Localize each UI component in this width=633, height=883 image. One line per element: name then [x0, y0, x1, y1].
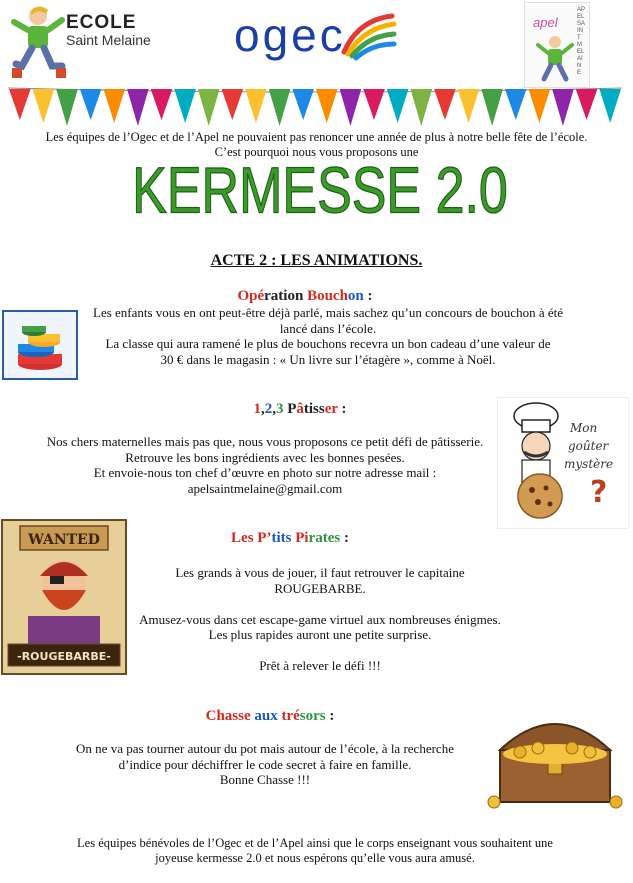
pirate-wanted-image: [2, 520, 126, 674]
bunting-flag: [363, 89, 385, 120]
title-part: P: [283, 401, 297, 417]
title-part: sors: [299, 708, 326, 724]
bunting-flag: [340, 89, 362, 126]
apel-child-icon: [535, 33, 575, 85]
question-mark-icon: ?: [590, 475, 608, 510]
bunting-flag: [103, 89, 125, 123]
running-child-icon: [8, 2, 68, 84]
body-line: Les grands à vous de jouer, il faut retrouver le capitaine: [175, 565, 465, 580]
section-petits-pirates-body: [120, 565, 520, 674]
bunting-flag: [222, 89, 244, 120]
title-part: ,: [272, 401, 276, 417]
body-line: ROUGEBARBE.: [274, 580, 366, 596]
body-spacer: [120, 596, 520, 612]
title-part: P’: [257, 530, 272, 546]
body-line: d’indice pour déchiffrer le code secret à faire en famille.: [118, 756, 412, 772]
title-part: Bouch: [307, 288, 348, 304]
outro-line: Les équipes bénévoles de l’Ogec et de l’Apel ainsi que le corps enseignant vous souhaitent une: [77, 836, 553, 850]
bunting-flag: [387, 89, 409, 123]
ecole-subtitle: Saint Melaine: [66, 32, 151, 48]
kermesse-title: [132, 150, 508, 238]
bunting-flags: [8, 86, 622, 132]
title-part: :: [325, 708, 335, 724]
body-line: Les enfants vous en ont peut-être déjà parlé, mais sachez qu’un concours de bouchon à été: [93, 305, 563, 320]
bunting-flag: [552, 89, 574, 126]
bunting-flag: [505, 89, 527, 120]
ogec-logo: [228, 8, 398, 68]
ecole-logo: [8, 2, 168, 84]
section-patissier-body: [20, 434, 510, 496]
body-line: Retrouve les bons ingrédients avec les bonnes pesées.: [125, 449, 405, 465]
title-part: Opé: [237, 288, 265, 304]
title-part: :: [340, 530, 349, 546]
intro-line-2: C’est pourquoi nous vous proposons une: [214, 145, 419, 159]
title-part: â: [296, 401, 304, 417]
title-part: tré: [281, 708, 300, 724]
chef-cookie-icon: [498, 398, 628, 528]
rougebarbe-label: -ROUGEBARBE-: [17, 650, 111, 663]
bunting-flag: [576, 89, 598, 120]
title-part: rates: [308, 530, 341, 546]
section-chasse-tresors-body: [30, 741, 500, 788]
bunting-flag: [316, 89, 338, 123]
bunting-flag: [292, 89, 314, 120]
treasure-chest-image: [480, 698, 630, 812]
treasure-chest-icon: [480, 698, 630, 812]
body-line: 30 € dans le magasin : « Un livre sur l’étagère », comme à Noël.: [160, 351, 496, 367]
intro-line-1: Les équipes de l’Ogec et de l’Apel ne pouvaient pas renoncer une année de plus à notre belle fête de l’école.: [45, 130, 588, 144]
bunting-flag: [80, 89, 102, 120]
section-petits-pirates-title: [180, 530, 400, 547]
bunting-flag: [599, 89, 621, 123]
apel-vertical-text: APEL SAINT MELAINE: [577, 7, 586, 76]
body-line: Nos chers maternelles mais pas que, nous vous proposons ce petit défi de pâtisserie.: [46, 434, 484, 449]
image-caption: mystère: [564, 457, 614, 471]
bunting-flag: [434, 89, 456, 120]
wanted-label: WANTED: [28, 532, 100, 548]
bunting-flag: [269, 89, 291, 126]
bunting-flag: [245, 89, 267, 123]
bunting-flag: [33, 89, 55, 123]
body-line: On ne va pas tourner autour du pot mais autour de l’école, à la recherche: [76, 741, 454, 756]
email-address[interactable]: apelsaintmelaine@gmail.com: [187, 480, 343, 496]
image-caption: Mon: [570, 421, 598, 435]
bunting-flag: [127, 89, 149, 126]
body-spacer: [120, 643, 520, 659]
bottle-caps-image: [2, 310, 78, 380]
apel-logo: [524, 2, 590, 88]
outro-message: [20, 836, 610, 866]
body-line: Les plus rapides auront une petite surprise.: [208, 627, 432, 642]
act-title: ACTE 2 : LES ANIMATIONS.: [210, 252, 423, 269]
bunting-flag: [410, 89, 432, 126]
body-line: Amusez-vous dans cet escape-game virtuel aux nombreuses énigmes.: [139, 611, 501, 627]
bunting-flag: [56, 89, 78, 126]
title-part: on: [347, 288, 364, 304]
bunting-flag: [198, 89, 220, 126]
body-line: Et envoie-nous ton chef d’œuvre en photo sur notre adresse mail :: [93, 465, 437, 480]
title-part: 2: [264, 401, 273, 417]
bunting-flag: [174, 89, 196, 123]
bunting-flag: [9, 89, 31, 120]
bottle-caps-icon: [4, 312, 76, 378]
bunting-flag: [481, 89, 503, 126]
body-line: Bonne Chasse !!!: [219, 772, 311, 787]
section-chasse-tresors-title: [150, 708, 390, 725]
bunting-flag: [458, 89, 480, 123]
chef-cookie-image: [497, 397, 629, 529]
ogec-logo-text: ogec: [234, 9, 346, 61]
ecole-title: ECOLE: [66, 12, 137, 33]
title-part: tiss: [303, 401, 325, 417]
apel-logo-text: apel: [533, 15, 558, 30]
title-part: :: [337, 401, 347, 417]
title-part: 3: [275, 401, 284, 417]
body-line: lancé dans l’école.: [279, 320, 377, 336]
section-operation-bouchon-title: [225, 288, 385, 305]
title-part: Les: [231, 530, 258, 546]
ogec-swoosh-icon: [338, 12, 398, 58]
title-part: 1: [253, 401, 261, 417]
body-line: Prêt à relever le défi !!!: [259, 658, 381, 673]
pirate-wanted-icon: [2, 520, 126, 674]
outro-line: joyeuse kermesse 2.0 et nous espérons qu’elle vous aura amusé.: [155, 851, 475, 865]
title-part: Pi: [295, 530, 309, 546]
bunting-flag: [529, 89, 551, 123]
body-line: La classe qui aura ramené le plus de bouchons recevra un bon cadeau d’une valeur de: [105, 336, 551, 351]
title-part: Chasse: [205, 708, 255, 724]
page-header: [0, 0, 633, 140]
kermesse-title-text: KERMESSE 2.0: [132, 155, 508, 227]
image-caption: goûter: [568, 439, 609, 453]
title-part: aux: [254, 708, 282, 724]
section-operation-bouchon-body: [78, 305, 578, 367]
title-part: ration: [264, 288, 308, 304]
title-part: ,: [260, 401, 265, 417]
title-part: :: [363, 288, 373, 304]
bunting-flag: [151, 89, 173, 120]
title-part: tits: [271, 530, 296, 546]
title-part: er: [324, 401, 338, 417]
section-patissier-title: [200, 401, 400, 418]
